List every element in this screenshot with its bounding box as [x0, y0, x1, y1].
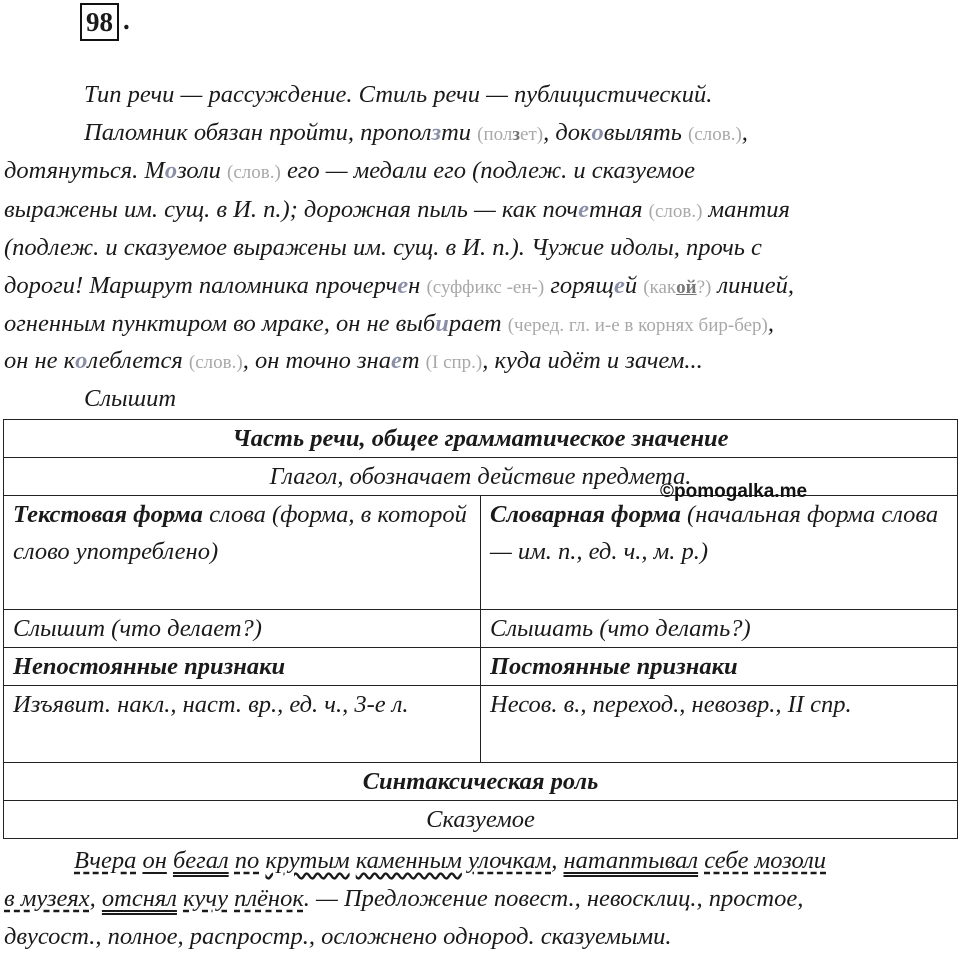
- watermark: ©pomogalka.me: [660, 481, 808, 502]
- word: себе: [704, 847, 749, 874]
- gray-note: (ползет): [477, 124, 544, 145]
- word: он: [142, 847, 167, 874]
- text-span: рает: [448, 310, 502, 337]
- text-span: дотянуться. М: [4, 157, 165, 184]
- table-cell: Слышит (что делает?): [4, 610, 481, 648]
- highlight-letter: е: [613, 272, 625, 299]
- word: натаптывал: [563, 847, 699, 874]
- word: плёнок: [234, 885, 304, 912]
- table-row: [4, 610, 958, 648]
- table-header-const: Постоянные признаки: [481, 648, 958, 686]
- text-span: огненным пунктиром во мраке, он не выб: [4, 310, 436, 337]
- word: мозоли: [754, 847, 827, 874]
- table-row: [4, 801, 958, 839]
- word: по: [234, 847, 260, 874]
- gray-note: (слов.): [687, 124, 742, 145]
- gray-note: (слов.): [188, 352, 243, 373]
- text-span: й: [624, 272, 638, 299]
- table-cell-role: Сказуемое: [4, 801, 958, 839]
- text-span: , док: [543, 119, 592, 146]
- table-row: [4, 458, 958, 496]
- text-span: Тип речи — рассуждение. Стиль речи — публицистический.: [84, 81, 713, 108]
- highlight-letter: е: [578, 196, 589, 223]
- text-span: он не к: [4, 347, 76, 374]
- cell-text: (начальная форма слова — им. п., ед. ч., м. р.): [490, 501, 939, 565]
- text-line-4: [4, 195, 790, 227]
- word: бегал: [172, 847, 229, 874]
- table-header-nonconst: Непостоянные признаки: [4, 648, 481, 686]
- text-span: н: [408, 272, 421, 299]
- highlight-letter: е: [397, 272, 409, 299]
- text-span: леблется: [87, 347, 183, 374]
- text-span: его — медали его (подлеж. и сказуемое: [286, 157, 696, 184]
- table-cell: Несов. в., переход., невозвр., II спр.: [481, 686, 958, 763]
- table-cell-dict-form: [481, 496, 958, 610]
- word: кучу: [183, 885, 228, 912]
- text-span: линией,: [717, 272, 795, 299]
- highlight-letter: о: [75, 347, 88, 374]
- text-span: ти: [441, 119, 472, 146]
- text-span: мантия: [708, 196, 790, 223]
- text-line-7: [4, 309, 774, 341]
- text-span: (подлеж. и сказуемое выражены им. сущ. в И. п.). Чужие идолы, прочь с: [4, 234, 762, 261]
- table-cell-meaning: Глагол, обозначает действие предмета.: [4, 458, 958, 496]
- sentence-line-1: Вчера он бегал по крутым каменным улочкам, натаптывал себе мозоли: [74, 847, 827, 874]
- text-span: дороги! Маршрут паломника прочерч: [4, 272, 398, 299]
- gray-note: (слов.): [648, 201, 703, 222]
- sentence-line-2: в музеях, отснял кучу плёнок. — Предложение повест., невосклиц., простое,: [4, 885, 804, 912]
- cell-bold: Текстовая форма: [13, 501, 203, 528]
- sentence-line-3: [4, 922, 671, 952]
- table-row: [4, 763, 958, 801]
- word: каменным: [355, 847, 462, 874]
- highlight-letter: з: [431, 119, 442, 146]
- text-span: ,: [767, 310, 774, 337]
- text-span: золи: [177, 157, 221, 184]
- text-line-5: [4, 233, 762, 263]
- word: улочкам: [468, 847, 552, 874]
- cell-bold: Словарная форма: [490, 501, 681, 528]
- text-line-9: [84, 384, 176, 414]
- text-line-6: [4, 271, 794, 303]
- text-span: выражены им. сущ. в И. п.); дорожная пыль — как поч: [4, 196, 579, 223]
- gray-note: (I спр.): [425, 352, 483, 373]
- text-span: ять: [641, 119, 682, 146]
- text-line-3: [4, 156, 695, 188]
- table-row: [4, 686, 958, 763]
- highlight-letter: о: [591, 119, 604, 146]
- cell-text: слова (форма, в которой слово употреблено): [13, 501, 467, 565]
- text-span: т: [401, 347, 420, 374]
- text-span: горящ: [550, 272, 614, 299]
- gray-note: (какой?): [643, 277, 712, 298]
- highlight-letter: е: [390, 347, 402, 374]
- morph-analysis-table: [3, 419, 958, 839]
- text-line-1: [84, 80, 712, 110]
- gray-note: (суффикс -ен-): [426, 277, 545, 298]
- highlight-letter: о: [164, 157, 178, 184]
- table-cell: Изъявит. накл., наст. вр., ед. ч., 3-е л.: [4, 686, 481, 763]
- text-span: двусост., полное, распростр., осложнено однород. сказуемыми.: [4, 923, 672, 950]
- table-header-part-of-speech: Часть речи, общее грамматическое значение: [4, 420, 958, 458]
- highlight-letter: и: [435, 310, 449, 337]
- text-line-8: [4, 346, 703, 378]
- text-span: , куда идёт и зачем...: [482, 347, 703, 374]
- text-span: ,: [741, 119, 748, 146]
- text-span: тная: [589, 196, 643, 223]
- word: крутым: [265, 847, 350, 874]
- table-row: [4, 496, 958, 610]
- table-header-syntax-role: Синтаксическая роль: [4, 763, 958, 801]
- table-cell-text-form: [4, 496, 481, 610]
- task-number: 98: [80, 3, 119, 41]
- word: отснял: [101, 885, 177, 912]
- table-cell: Слышать (что делать?): [481, 610, 958, 648]
- gray-note: (слов.): [227, 162, 281, 183]
- table-row: [4, 648, 958, 686]
- task-number-dot: .: [123, 5, 130, 35]
- text-span: выл: [603, 119, 642, 146]
- word: в музеях: [4, 885, 90, 912]
- table-row: [4, 420, 958, 458]
- word: Вчера: [74, 847, 137, 874]
- gray-note: (черед. гл. и-е в корнях бир-бер): [507, 315, 768, 336]
- text-span: . — Предложение повест., невосклиц., простое,: [303, 885, 804, 912]
- text-span: Слышит: [84, 385, 177, 412]
- text-span: Паломник обязан пройти, пропол: [84, 119, 432, 146]
- text-line-2: [84, 118, 748, 150]
- text-span: , он точно зна: [242, 347, 391, 374]
